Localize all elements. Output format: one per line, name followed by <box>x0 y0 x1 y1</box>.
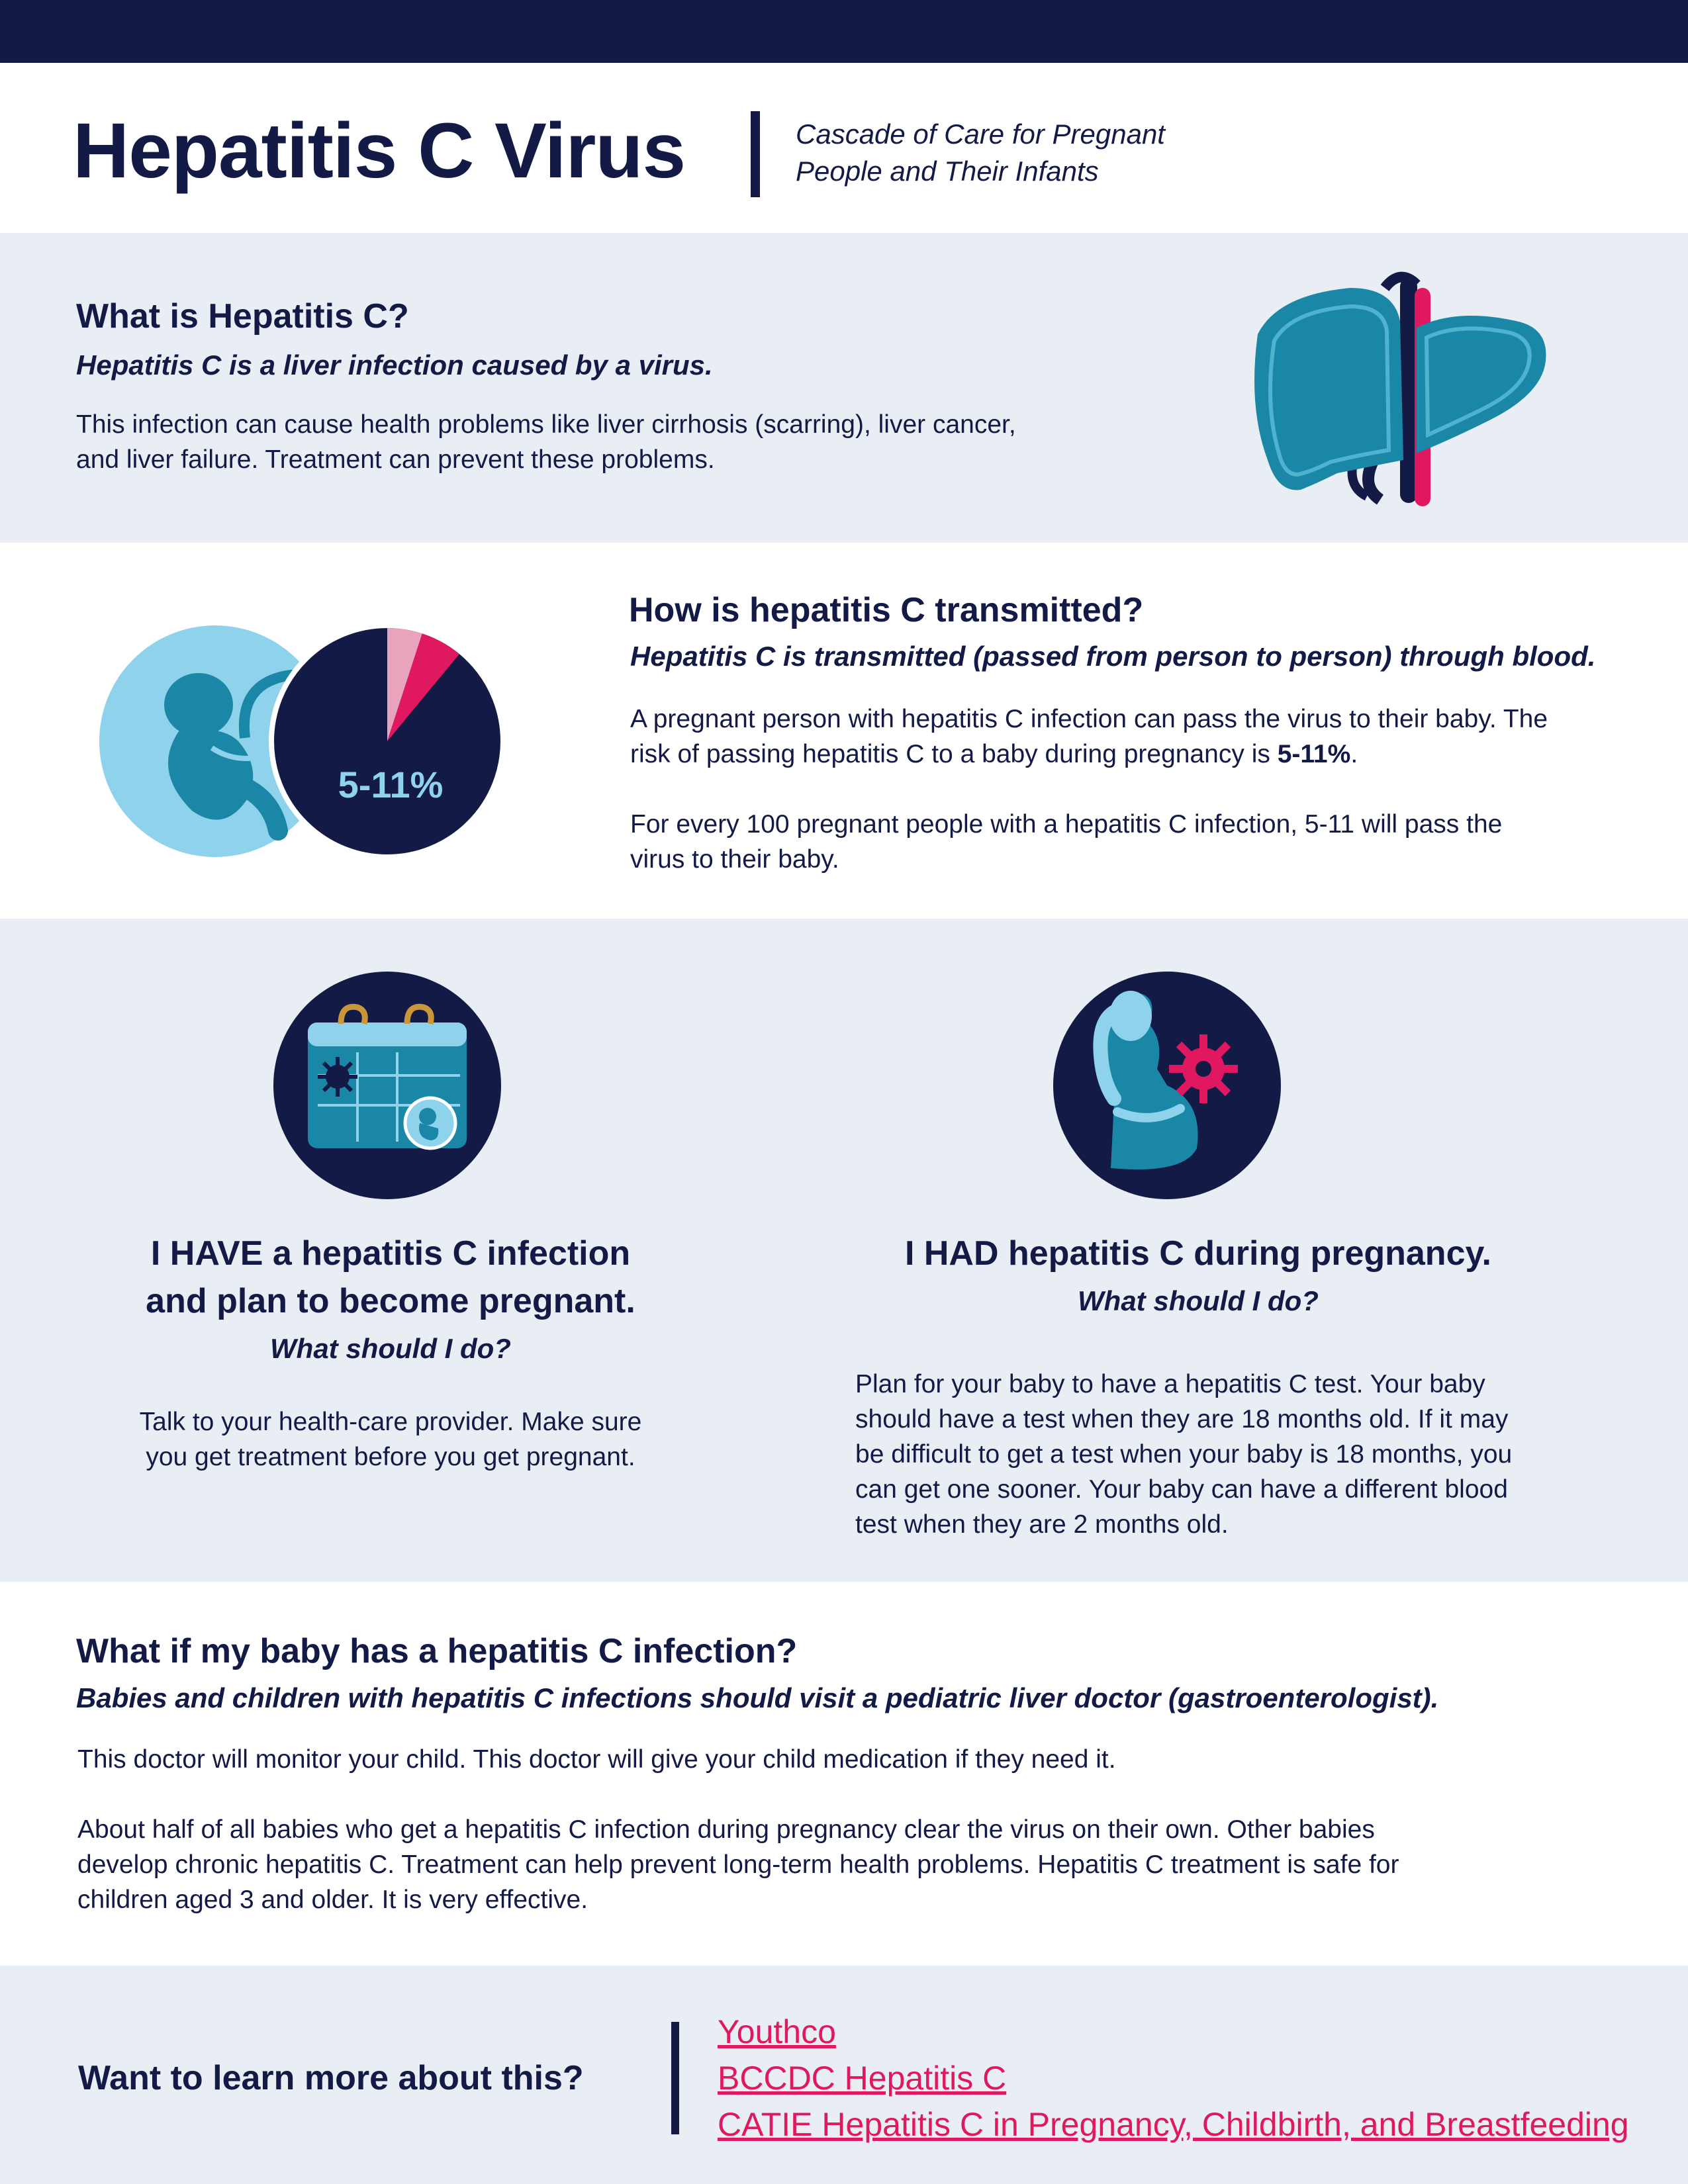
virus-icon <box>1169 1034 1238 1103</box>
virus-icon <box>318 1057 357 1097</box>
transmission-para2-line2: virus to their baby. <box>630 845 839 874</box>
have-emphasis: I HAVE <box>150 1234 263 1273</box>
transmission-para1-line1: A pregnant person with hepatitis C infection can pass the virus to their baby. The <box>630 705 1548 733</box>
calendar-icon <box>271 970 503 1201</box>
pregnant-person-icon <box>1051 970 1283 1201</box>
had-infection-heading-block <box>887 1230 1509 1317</box>
link-catie-hepatitis-c-pregnancy[interactable]: CATIE Hepatitis C in Pregnancy, Childbirth, and Breastfeeding <box>718 2106 1629 2143</box>
transmission-illustration <box>79 619 503 864</box>
page-subtitle <box>796 116 1165 190</box>
have-infection-question: What should I do? <box>270 1333 511 1364</box>
had-infection-heading: I HAD hepatitis C during pregnancy. <box>904 1234 1491 1273</box>
baby-infection-lead: Babies and children with hepatitis C infections should visit a pediatric liver doctor (gastroenterologist). <box>76 1682 1439 1713</box>
subtitle-line-1: Cascade of Care for Pregnant <box>796 118 1165 150</box>
what-is-body-line-1: This infection can cause health problems like liver cirrhosis (scarring), liver cancer, <box>76 410 1016 439</box>
learn-more-prompt: Want to learn more about this? <box>78 2059 584 2097</box>
baby-infection-para1: This doctor will monitor your child. This doctor will give your child medication if they need it. <box>77 1745 1116 1774</box>
have-infection-body: Talk to your health-care provider. Make sure you get treatment before you get pregnant. <box>139 1408 642 1471</box>
risk-percent: 5-11% <box>1277 740 1351 768</box>
have-infection-column <box>86 1230 695 1475</box>
transmission-para1-line2: risk of passing hepatitis C to a baby during pregnancy is 5-11%. <box>630 740 1358 768</box>
pie-label: 5-11% <box>338 764 444 805</box>
what-is-body <box>76 407 1122 477</box>
had-infection-body: Plan for your baby to have a hepatitis C test. Your baby should have a test when they are 18 months old. If it may be difficult to get a test when your baby is 18 months, you can get one sooner. Your baby can have a different blood test when they are 2 months old. <box>855 1370 1513 1539</box>
pie-chart-icon <box>271 625 503 857</box>
subtitle-line-2: People and Their Infants <box>796 156 1099 187</box>
top-bar <box>0 0 1688 63</box>
have-infection-heading: I HAVE a hepatitis C infection and plan to become pregnant. <box>146 1234 635 1320</box>
what-is-lead: Hepatitis C is a liver infection caused by a virus. <box>76 349 713 381</box>
transmission-lead: Hepatitis C is transmitted (passed from person to person) through blood. <box>630 641 1596 672</box>
baby-infection-body: This doctor will monitor your child. This doctor will give your child medication if they need it. About half of all babies who get a hepatitis C infection during pregnancy clear the virus on their own. Other babies develop chronic hepatitis C. Treatment can help prevent long-term health problems. Hepatitis C treatment is safe for children aged 3 and older. It is very effective. <box>77 1742 1620 1917</box>
what-is-heading: What is Hepatitis C? <box>76 297 409 336</box>
page-title: Hepatitis C Virus <box>73 107 686 195</box>
had-emphasis: I HAD <box>904 1234 999 1273</box>
link-bccdc-hepatitis-c[interactable]: BCCDC Hepatitis C <box>718 2060 1007 2097</box>
learn-more-divider <box>671 2022 679 2134</box>
title-divider <box>751 111 760 197</box>
baby-infection-heading: What if my baby has a hepatitis C infection? <box>76 1632 798 1670</box>
link-youthco[interactable]: Youthco <box>718 2013 836 2050</box>
transmission-heading: How is hepatitis C transmitted? <box>629 591 1144 629</box>
transmission-body <box>630 702 1623 877</box>
had-infection-question: What should I do? <box>1078 1285 1319 1316</box>
transmission-para2-line1: For every 100 pregnant people with a hepatitis C infection, 5-11 will pass the <box>630 810 1503 839</box>
learn-more-links <box>718 2009 1629 2148</box>
liver-icon <box>1238 261 1556 506</box>
what-is-body-line-2: and liver failure. Treatment can prevent these problems. <box>76 445 715 474</box>
